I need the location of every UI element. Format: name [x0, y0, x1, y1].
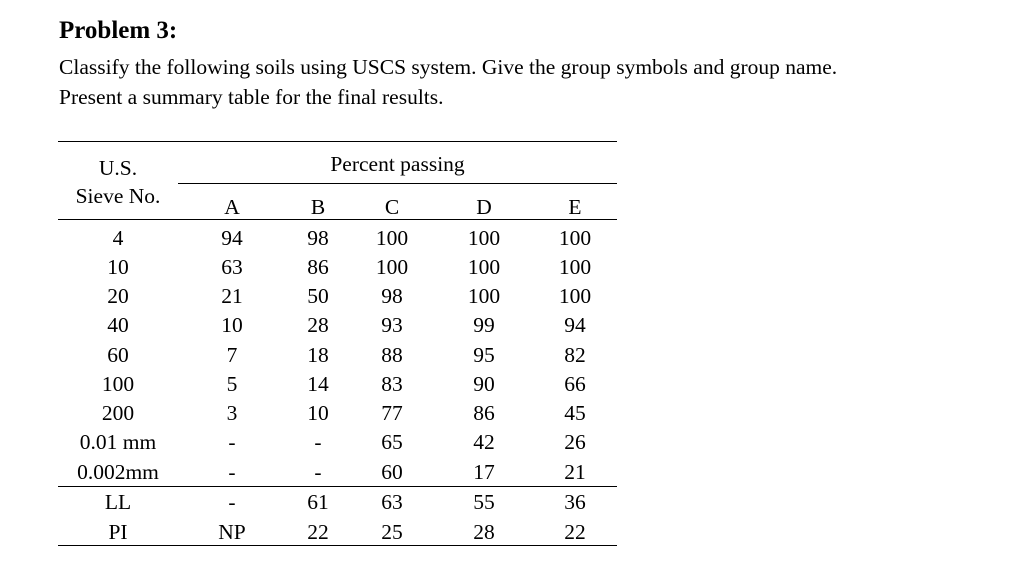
limits-row-value-e: 36	[564, 490, 586, 514]
sieve-row-label: 4	[112, 226, 124, 250]
sieve-row-value-d: 100	[467, 226, 501, 250]
limits-row-value-a: -	[228, 490, 236, 514]
sieve-header-line-1: U.S.	[98, 156, 138, 180]
sieve-row-value-d: 42	[473, 430, 495, 454]
sieve-row-value-c: 98	[381, 284, 403, 308]
sieve-row-value-d: 95	[473, 343, 495, 367]
sieve-row-value-b: -	[314, 430, 322, 454]
sieve-row-value-c: 93	[381, 313, 403, 337]
column-header-c: C	[384, 195, 400, 219]
problem-title: Problem 3:	[59, 17, 178, 44]
sieve-row-value-b: 28	[307, 313, 329, 337]
limits-row-value-d: 28	[473, 520, 495, 544]
sieve-row-value-a: 21	[221, 284, 243, 308]
column-header-d: D	[476, 195, 492, 219]
sieve-row-value-b: -	[314, 460, 322, 484]
sieve-row-value-e: 21	[564, 460, 586, 484]
sieve-row-value-d: 100	[467, 284, 501, 308]
sieve-row-label: 0.002mm	[77, 460, 159, 484]
sieve-row-value-b: 98	[307, 226, 329, 250]
sieve-row-value-c: 77	[381, 401, 403, 425]
limits-row-value-c: 63	[381, 490, 403, 514]
column-header-b: B	[310, 195, 326, 219]
limits-row-label: LL	[104, 490, 132, 514]
sieve-row-value-c: 88	[381, 343, 403, 367]
table-top-rule	[58, 141, 617, 142]
sieve-row-label: 100	[101, 372, 135, 396]
problem-statement-line-2: Present a summary table for the final results.	[59, 85, 444, 109]
sieve-row-value-e: 100	[558, 226, 592, 250]
sieve-row-value-d: 99	[473, 313, 495, 337]
percent-passing-underline	[178, 183, 617, 184]
sieve-row-value-b: 18	[307, 343, 329, 367]
sieve-row-value-c: 100	[375, 255, 409, 279]
limits-row-value-b: 22	[307, 520, 329, 544]
limits-row-value-e: 22	[564, 520, 586, 544]
sieve-row-value-d: 90	[473, 372, 495, 396]
percent-passing-header: Percent passing	[330, 152, 465, 176]
sieve-row-value-a: 10	[221, 313, 243, 337]
limits-row-label: PI	[108, 520, 128, 544]
sieve-row-label: 40	[107, 313, 129, 337]
limits-row-value-b: 61	[307, 490, 329, 514]
sieve-row-value-a: 5	[226, 372, 238, 396]
sieve-row-label: 60	[107, 343, 129, 367]
sieve-row-value-e: 100	[558, 284, 592, 308]
sieve-row-value-d: 100	[467, 255, 501, 279]
sieve-row-value-e: 82	[564, 343, 586, 367]
sieve-header-line-2: Sieve No.	[75, 184, 161, 208]
sieve-row-value-b: 86	[307, 255, 329, 279]
sieve-row-value-c: 83	[381, 372, 403, 396]
sieve-row-value-d: 86	[473, 401, 495, 425]
sieve-row-value-d: 17	[473, 460, 495, 484]
sieve-row-value-e: 45	[564, 401, 586, 425]
sieve-row-value-b: 14	[307, 372, 329, 396]
sieve-row-value-a: 63	[221, 255, 243, 279]
sieve-row-value-c: 65	[381, 430, 403, 454]
sieve-row-value-a: -	[228, 430, 236, 454]
limits-separator-rule	[58, 486, 617, 487]
sieve-row-value-a: 7	[226, 343, 238, 367]
sieve-row-label: 20	[107, 284, 129, 308]
sieve-row-value-a: 94	[221, 226, 243, 250]
problem-statement-line-1: Classify the following soils using USCS system. Give the group symbols and group name.	[59, 55, 838, 79]
sieve-row-value-c: 100	[375, 226, 409, 250]
sieve-row-value-e: 26	[564, 430, 586, 454]
limits-row-value-a: NP	[218, 520, 246, 544]
sieve-row-label: 10	[107, 255, 129, 279]
sieve-row-value-e: 94	[564, 313, 586, 337]
limits-row-value-c: 25	[381, 520, 403, 544]
column-header-e: E	[568, 195, 582, 219]
sieve-row-value-c: 60	[381, 460, 403, 484]
sieve-row-value-e: 66	[564, 372, 586, 396]
sieve-row-value-e: 100	[558, 255, 592, 279]
sieve-row-value-b: 50	[307, 284, 329, 308]
sieve-row-value-b: 10	[307, 401, 329, 425]
sieve-row-value-a: 3	[226, 401, 238, 425]
limits-row-value-d: 55	[473, 490, 495, 514]
sieve-row-label: 0.01 mm	[79, 430, 157, 454]
sieve-row-label: 200	[101, 401, 135, 425]
column-header-a: A	[224, 195, 240, 219]
sieve-row-value-a: -	[228, 460, 236, 484]
